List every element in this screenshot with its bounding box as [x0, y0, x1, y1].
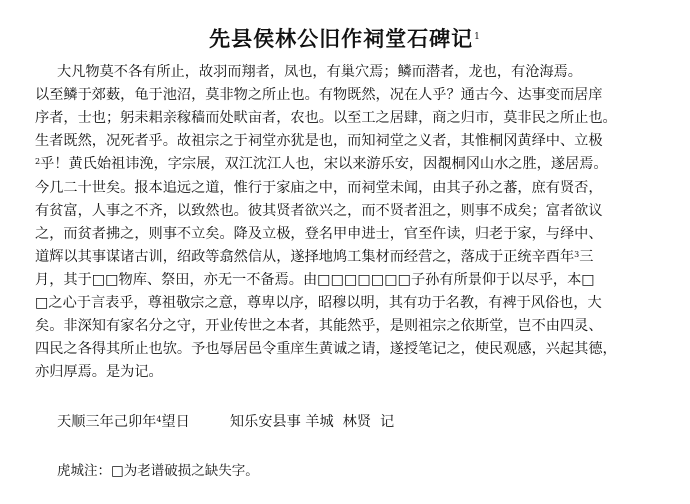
- date-footnote-marker: 4: [156, 415, 162, 424]
- signature-line: [57, 411, 394, 433]
- body-text: □之心于言表乎，尊祖敬宗之意，尊卑以序，昭穆以明，其有功于名教，有裨于风俗也，大: [35, 295, 602, 311]
- body-text: 三: [579, 248, 594, 265]
- body-line: [35, 177, 675, 199]
- title-footnote-marker: 1: [474, 32, 481, 42]
- body-line: [35, 84, 675, 106]
- body-text: 月，其于□□物库、祭田，亦无一不备焉。由□□□□□□□子孙有所景仰于以尽乎，本□: [35, 271, 595, 288]
- document-title-block: [0, 24, 690, 54]
- body-text: 序者，士也；躬耒耜亲稼穑而处畎亩者，农也。以至工之居肆，商之归市，莫非民之所止也。: [35, 110, 617, 127]
- body-line: [35, 107, 675, 129]
- body-line: [35, 292, 675, 314]
- signature-author: 知乐安县事 羊城 林贤 记: [229, 414, 395, 430]
- editor-note: 虎城注：□为老谱破损之缺失字。: [57, 463, 259, 479]
- body-text: 矣。非深知有家名分之守，开业传世之本者，其能然乎，是则祖宗之依斯堂，岂不由四灵、: [35, 318, 603, 335]
- body-text: 四民之各得其所止也欤。予也辱居邑令重庠生黄诚之请，遂授笔记之，使民观感，兴起其德，: [35, 341, 617, 358]
- document-title: 先县侯林公旧作祠堂石碑记: [209, 26, 474, 51]
- body-line: [35, 246, 675, 268]
- body-text: 生者既然，况死者乎。故祖宗之于祠堂亦犹是也，而知祠堂之义者，其惟桐冈黄绎中、立极: [35, 133, 603, 150]
- footnote-marker: 3: [574, 249, 580, 259]
- body-text: 道辉以其事谋诸古训，绍政等翕然信从，遂择地鸠工集材而经营之，落成于正统辛酉年: [35, 248, 575, 265]
- body-line: [35, 269, 675, 291]
- body-line: [35, 130, 675, 152]
- body-text: 以至鳞于郊薮，龟于池沼，莫非物之所止也。有物既然，况在人乎？通古今、达事变而居庠: [35, 87, 603, 104]
- body-line: [35, 153, 675, 175]
- body-line: [35, 338, 675, 360]
- signature-date: 天顺三年己卯年: [57, 414, 157, 430]
- body-line: [57, 61, 677, 83]
- body-line: [35, 361, 675, 383]
- footnote-marker: 2: [35, 157, 41, 167]
- body-text: 之，而贫者拂之，则事不立矣。降及立极，登名甲申进士，官至仵读，归老于家，与绎中、: [35, 225, 603, 242]
- body-line: [35, 223, 675, 245]
- signature-date-suffix: 望日: [161, 414, 190, 430]
- body-line: [35, 200, 675, 222]
- body-text: 亦归厚焉。是为记。: [35, 364, 163, 381]
- body-text: 今几二十世矣。报本追远之道，惟行于家庙之中，而祠堂未闻，由其子孙之蕃，庶有贤否，: [35, 179, 603, 196]
- body-text: 有贫富，人事之不齐，以致然也。彼其贤者欲兴之，而不贤者沮之，则事不成矣；富者欲议: [35, 202, 603, 219]
- body-text: 乎！黄氏始祖讳浼，字宗展，双江沈江人也，宋以来游乐安，因覩桐冈山水之胜，遂居焉。: [40, 156, 608, 173]
- body-text: 大凡物莫不各有所止，故羽而翔者，凤也，有巢穴焉；鳞而潜者，龙也，有沧海焉。: [57, 64, 582, 80]
- body-line: [35, 315, 675, 337]
